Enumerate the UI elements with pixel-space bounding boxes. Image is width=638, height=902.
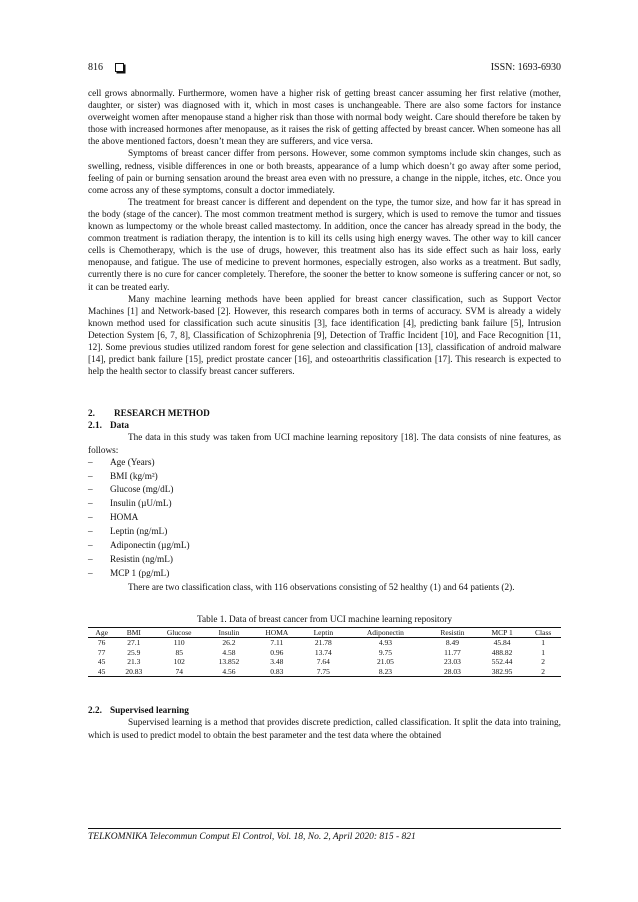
table-cell: 2: [525, 667, 561, 677]
list-item: – Age (Years): [88, 457, 561, 471]
table-cell: 85: [175, 647, 183, 657]
subsection-number: 2.1.: [88, 421, 102, 432]
table-cell: 8.23: [345, 667, 426, 677]
table-row: [88, 667, 561, 677]
dash-bullet-icon: –: [88, 541, 93, 552]
subsection-heading: [88, 705, 561, 717]
list-item: – Resistin (ng/mL): [88, 554, 561, 568]
column-header: BMI: [115, 627, 152, 638]
list-item: – Adiponectin (µg/mL): [88, 540, 561, 554]
table-cell: 13.852: [218, 657, 240, 667]
body-paragraph: cell grows abnormally. Furthermore, women have a higher risk of getting breast cancer assuming her first relative (mother, daughter, or sister) was diagnosed with it, which in most cases is unchangeable. There are also some factors for instance overweight women after menopause stand a higher risk than those with normal body weight. Care should therefore be taken by those with increased hormones after menopause, as it raises the risk of getting affected by breast cancer. When someone has all the above mentioned factors, doesn’t mean they are sufferers, and vice versa.: [88, 89, 561, 148]
column-header: HOMA: [252, 627, 302, 638]
column-header: Glucose: [152, 627, 206, 638]
list-item: – Leptin (ng/mL): [88, 526, 561, 540]
subsection-title: Data: [110, 421, 130, 432]
column-header: Age: [88, 627, 115, 638]
table-cell: 45: [88, 667, 115, 677]
dash-bullet-icon: –: [88, 568, 93, 579]
subsection-title: Supervised learning: [110, 706, 189, 717]
table-cell: 26.2: [222, 638, 236, 648]
dash-bullet-icon: –: [88, 485, 93, 496]
list-item: – Insulin (µU/mL): [88, 498, 561, 512]
table-cell: 3.48: [270, 657, 284, 667]
table-cell: 11.77: [444, 647, 461, 657]
table-cell: 4.56: [206, 667, 252, 677]
table-cell: 74: [152, 667, 206, 677]
supervised-learning-paragraph: Supervised learning is a method that provides discrete prediction, called classification. It split the data into training, which is used to predict model to obtain the best parameter and the test data where the obtained: [88, 718, 561, 741]
body-paragraph: Symptoms of breast cancer differ from persons. However, some common symptoms include skin changes, such as swelling, redness, visible differences in one or both breasts, appearance of a lump which doesn’t go away after some period, feeling of pain or burning sensation around the breast area even with no pressure, a change in the nipple, itches, etc. Once you come across any of these symptoms, consult a doctor immediately.: [88, 149, 561, 196]
table-cell: 21.78: [314, 638, 332, 648]
table-cell: 45: [97, 657, 106, 667]
list-item: – MCP 1 (pg/mL): [88, 568, 561, 582]
table-cell: 0.96: [270, 647, 284, 657]
page-number: 816: [88, 62, 103, 73]
dash-bullet-icon: –: [88, 527, 93, 538]
issn-label: ISSN: 1693-6930: [490, 62, 561, 73]
data-intro-paragraph: The data in this study was taken from UCI machine learning repository [18]. The data consists of nine features, as follows:: [88, 433, 561, 456]
running-footer: TELKOMNIKA Telecommun Comput El Control, Vol. 18, No. 2, April 2020: 815 - 821: [88, 828, 561, 842]
table-cell: 102: [173, 657, 185, 667]
table-cell: 28.03: [426, 667, 479, 677]
table-row: [88, 648, 561, 658]
table-cell: 8.49: [445, 638, 459, 648]
table-cell: 76: [97, 638, 106, 648]
table-row: [88, 638, 561, 648]
table-cell: 4.58: [222, 647, 236, 657]
table-cell: 0.83: [252, 667, 302, 677]
table-cell: 382.95: [479, 667, 525, 677]
table-cell: 45.84: [493, 638, 511, 648]
dash-bullet-icon: –: [88, 513, 93, 524]
table-cell: 4.93: [378, 638, 392, 648]
running-header: [88, 62, 561, 78]
table-cell: 7.64: [316, 657, 330, 667]
list-item: – BMI (kg/m²): [88, 471, 561, 485]
column-header: Leptin: [302, 627, 345, 638]
class-description-paragraph: There are two classification class, with 116 observations consisting of 52 healthy (1) and 64 patients (2).: [128, 582, 515, 593]
table-cell: 21.3: [127, 657, 141, 667]
list-item: – Glucose (mg/dL): [88, 484, 561, 498]
table-row: [88, 657, 561, 667]
table-cell: 488.82: [491, 647, 513, 657]
column-header: Class: [525, 627, 561, 638]
table-cell: 552.44: [491, 657, 513, 667]
feature-list: [88, 457, 561, 582]
column-header: Resistin: [426, 627, 479, 638]
data-table: [88, 627, 561, 678]
section-number: 2.: [88, 409, 95, 420]
subsection-number: 2.2.: [88, 706, 102, 717]
square-box-icon: [115, 63, 124, 72]
section-title: RESEARCH METHOD: [114, 409, 210, 420]
table-cell: 27.1: [127, 638, 141, 648]
table-header-row: [88, 627, 561, 638]
table-cell: 77: [97, 647, 106, 657]
body-paragraph: The treatment for breast cancer is different and dependent on the type, the tumor size, and how far it has spread in the body (stage of the cancer). The most common treatment method is surgery, which is used to remove the tumor and tissues known as lumpectomy or the whole breast called mastectomy. In addition, once the cancer has already spread in the body, the common treatment is radiation therapy, the intention is to kill its cells using high energy waves. The other way to kill cancer cells is Chemotherapy, which is the use of drugs, however, this treatment also has its side effect such as hair loss, early menopause, and fatigue. The use of medicine to prevent hormones, especially estrogen, also works as a treatment. But sadly, currently there is no cure for cancer completely. Therefore, the sooner the better to know someone is suffering cancer or not, so it can be treated early.: [88, 197, 561, 293]
list-item: – HOMA: [88, 512, 561, 526]
table-cell: 21.05: [376, 657, 394, 667]
dash-bullet-icon: –: [88, 554, 93, 565]
dash-bullet-icon: –: [88, 457, 93, 468]
subsection-heading: [88, 420, 561, 432]
table-caption: Table 1. Data of breast cancer from UCI machine learning repository: [197, 614, 452, 625]
table-cell: 20.83: [115, 667, 152, 677]
column-header: MCP 1: [479, 627, 525, 638]
table-cell: 25.9: [127, 647, 141, 657]
dash-bullet-icon: –: [88, 471, 93, 482]
table-cell: 9.75: [378, 647, 392, 657]
header-left: [88, 62, 124, 73]
table-cell: 23.03: [444, 657, 461, 667]
table-cell: 13.74: [314, 647, 332, 657]
column-header: Insulin: [206, 627, 252, 638]
body-content: [88, 88, 561, 742]
table-cell: 1: [541, 647, 546, 657]
table-cell: 7.75: [302, 667, 345, 677]
body-paragraph: Many machine learning methods have been applied for breast cancer classification, such as Support Vector Machines [1] and Network-based [2]. However, this research compares both in terms of accuracy. SVM is already a widely known method used for classification such acute sinusitis [3], face identification [4], predicting bank failure [5], Intrusion Detection System [6, 7, 8], Classification of Schizophrenia [9], Detection of Traffic Incident [10], and Face Recognition [11, 12]. Some previous studies utilized random forest for gene selection and classification [13], classification of android malware [14], predict bank failure [15], predict prostate cancer [16], and osteoarthritis classification [17]. This research is expected to help the health sector to classify breast cancer sufferers.: [88, 294, 561, 378]
table-cell: 7.11: [270, 638, 284, 648]
table-cell: 1: [541, 638, 546, 648]
table-cell: 110: [173, 638, 185, 648]
table-cell: 2: [541, 657, 546, 667]
column-header: Adiponectin: [345, 627, 426, 638]
section-heading: [88, 408, 561, 420]
dash-bullet-icon: –: [88, 499, 93, 510]
